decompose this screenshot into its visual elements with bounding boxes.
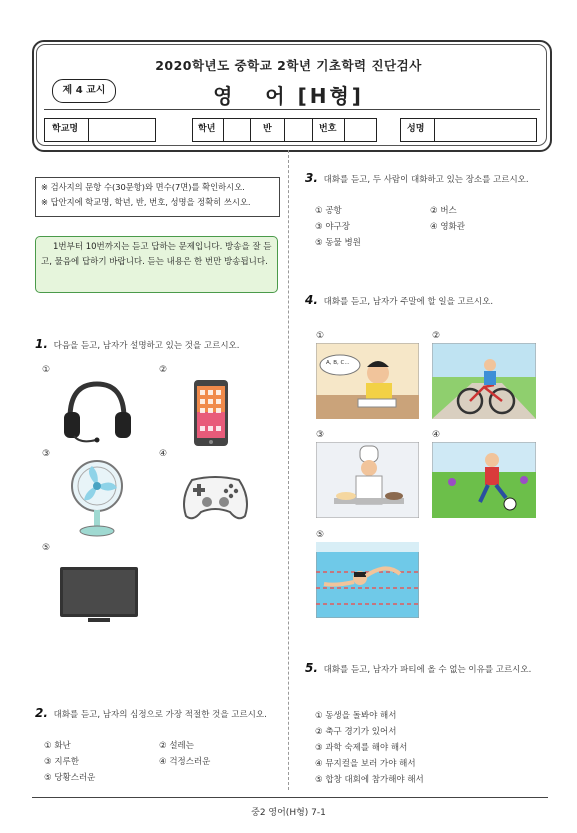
q1-mark-2[interactable]: ② (159, 365, 168, 375)
scene-studying-bubble: A, B, C... (326, 360, 350, 366)
notice-line-2: ※ 답안지에 학교명, 학년, 반, 번호, 성명을 정확히 쓰시오. (41, 197, 251, 207)
question-5-number: 5. (305, 661, 318, 675)
class-label: 반 (263, 124, 272, 134)
game-controller-image (178, 470, 253, 525)
question-5-text: 대화를 듣고, 남자가 파티에 올 수 없는 이유를 고르시오. (323, 665, 532, 675)
q5-option-5[interactable]: ⑤ 합창 대회에 참가해야 해서 (315, 775, 424, 785)
q3-option-1[interactable]: ① 공항 (315, 206, 342, 216)
q5-option-2[interactable]: ② 축구 경기가 있어서 (315, 727, 397, 737)
q5-option-3[interactable]: ③ 과학 숙제를 해야 해서 (315, 743, 408, 753)
session-badge: 제 4 교시 (52, 79, 116, 103)
q4-mark-3[interactable]: ③ (316, 430, 325, 440)
q5-option-4[interactable]: ④ 뮤지컬을 보러 가야 해서 (315, 759, 416, 769)
q4-mark-2[interactable]: ② (432, 331, 441, 341)
smartphone-image (190, 378, 235, 450)
grade-sep2 (250, 118, 251, 142)
question-3-number: 3. (305, 171, 318, 185)
television-image (58, 563, 140, 625)
scene-studying-image (316, 343, 419, 419)
scene-baking-image (316, 442, 419, 518)
class-sep (284, 118, 285, 142)
grade-sep (223, 118, 224, 142)
question-1-text: 다음을 듣고, 남자가 설명하고 있는 것을 고르시오. (53, 341, 240, 351)
number-label: 번호 (319, 124, 337, 134)
column-divider (288, 150, 289, 790)
question-4-text: 대화를 듣고, 남자가 주말에 할 일을 고르시오. (323, 297, 494, 307)
q3-option-2[interactable]: ② 버스 (430, 206, 457, 216)
headphones-image (60, 378, 135, 450)
q2-option-4[interactable]: ④ 걱정스러운 (159, 757, 211, 767)
q1-mark-4[interactable]: ④ (159, 449, 168, 459)
school-label: 학교명 (52, 124, 79, 134)
question-3-text: 대화를 듣고, 두 사람이 대화하고 있는 장소를 고르시오. (323, 175, 529, 185)
q4-mark-4[interactable]: ④ (432, 430, 441, 440)
page-footer: 중2 영어(H형) 7-1 (251, 808, 326, 818)
q2-option-5[interactable]: ⑤ 당황스러운 (44, 773, 96, 783)
name-label: 성명 (407, 124, 425, 134)
q2-option-3[interactable]: ③ 지루한 (44, 757, 79, 767)
question-2-text: 대화를 듣고, 남자의 심정으로 가장 적절한 것을 고르시오. (53, 710, 267, 720)
class-sep2 (312, 118, 313, 142)
q3-option-3[interactable]: ③ 야구장 (315, 222, 350, 232)
notice-box (35, 177, 280, 217)
q5-option-1[interactable]: ① 동생을 돌봐야 해서 (315, 711, 397, 721)
q3-option-5[interactable]: ⑤ 동물 병원 (315, 238, 361, 248)
exam-title: 2020학년도 중학교 2학년 기초학력 진단검사 (155, 58, 422, 73)
q4-mark-1[interactable]: ① (316, 331, 325, 341)
grade-label: 학년 (198, 124, 216, 134)
q1-mark-3[interactable]: ③ (42, 449, 51, 459)
question-1-number: 1. (35, 337, 48, 351)
q1-mark-1[interactable]: ① (42, 365, 51, 375)
question-3 (305, 172, 550, 187)
q1-mark-5[interactable]: ⑤ (42, 543, 51, 553)
footer-line (32, 797, 548, 798)
q3-option-4[interactable]: ④ 영화관 (430, 222, 465, 232)
scene-soccer-image (432, 442, 536, 518)
question-5 (305, 662, 550, 677)
notice-line-1: ※ 검사지의 문항 수(30문항)와 면수(7면)를 확인하시오. (41, 182, 245, 192)
q4-mark-5[interactable]: ⑤ (316, 530, 325, 540)
listening-instructions (35, 236, 278, 293)
q2-option-1[interactable]: ① 화난 (44, 741, 71, 751)
name-sep (434, 118, 435, 142)
subject-title: 영 어 [H형] (213, 84, 364, 108)
question-2 (35, 707, 285, 722)
scene-swimming-image (316, 542, 419, 618)
question-1 (35, 338, 285, 353)
header-divider (44, 109, 540, 110)
scene-cycling-image (432, 343, 536, 419)
number-sep (344, 118, 345, 142)
electric-fan-image (62, 458, 132, 538)
question-4 (305, 294, 550, 309)
question-4-number: 4. (305, 293, 318, 307)
school-field-sep (88, 118, 89, 142)
q2-option-2[interactable]: ② 설레는 (159, 741, 194, 751)
listening-text: 1번부터 10번까지는 듣고 답하는 문제입니다. 방송을 잘 듣고, 물음에 답하기 바랍니다. 듣는 내용은 한 번만 방송됩니다. (41, 242, 272, 267)
question-2-number: 2. (35, 706, 48, 720)
